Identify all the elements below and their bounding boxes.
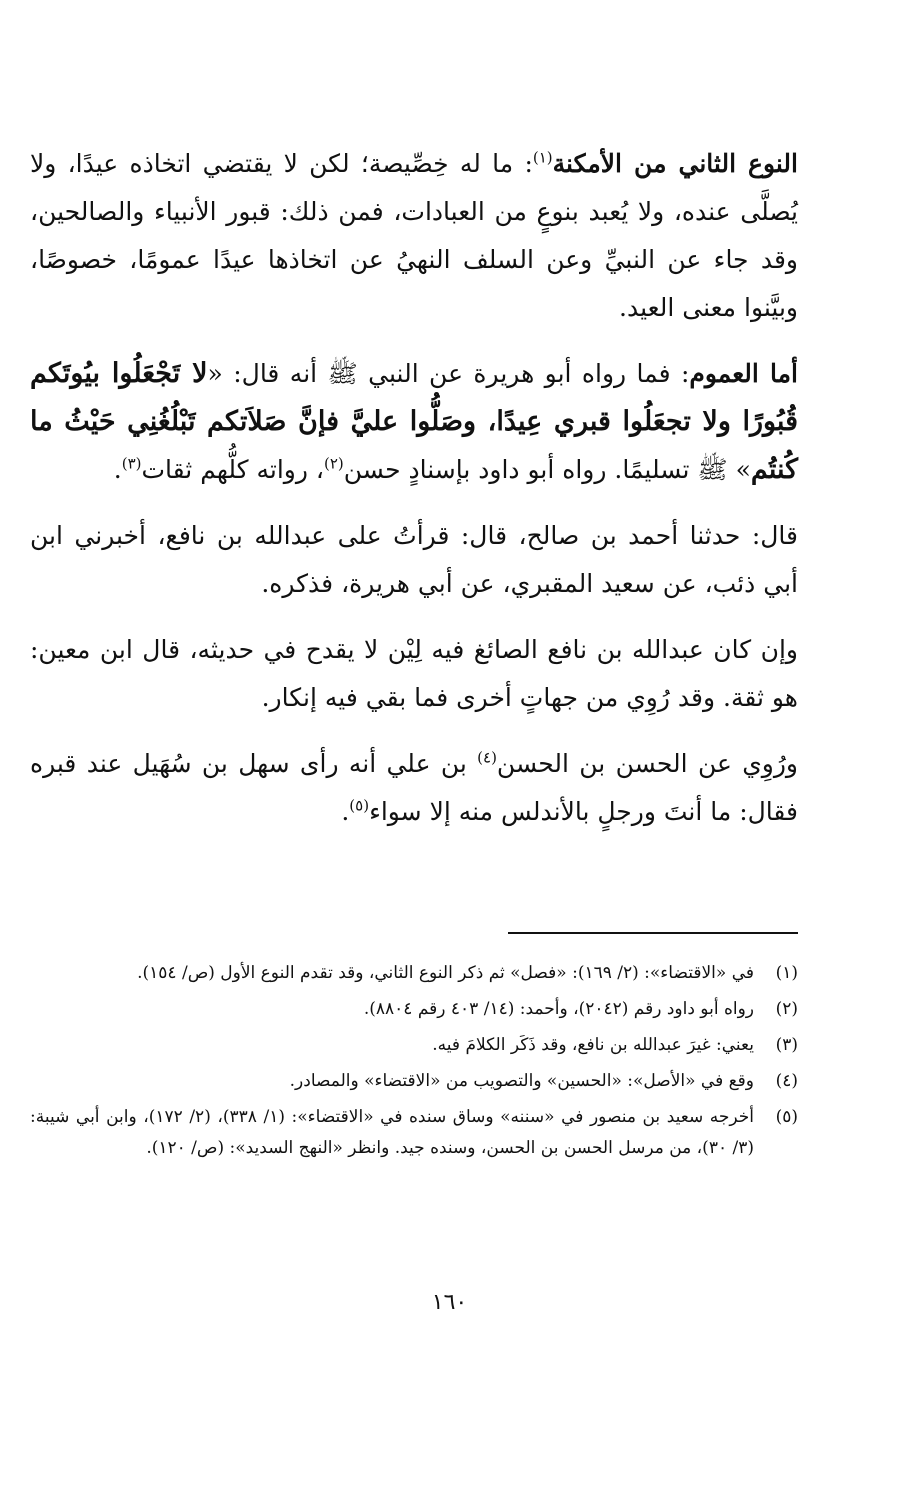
paragraph-text: : ما له خِصِّيصة؛ لكن لا يقتضي اتخاذه عيدًا، ولا يُصلَّى عنده، ولا يُعبد بنوعٍ من العبادات، فمن ذلك: قبور الأنبياء والصالحين، وقد جاء عن النبيِّ وعن السلف النهيُ عن اتخاذها عيدًا عمومًا، خصوصًا، وبيَّنوا معنى العيد. bbox=[30, 149, 798, 322]
footnote-3 bbox=[30, 1030, 798, 1061]
main-text bbox=[30, 140, 798, 854]
paragraph-text: وإن كان عبدالله بن نافع الصائغ فيه لِيْن لا يقدح في حديثه، قال ابن معين: هو ثقة. وقد رُوِي من جهاتٍ أخرى فما بقي فيه إنكار. bbox=[30, 635, 798, 712]
hadith-intro: : فما رواه أبو هريرة عن النبي ﷺ أنه قال: « bbox=[207, 359, 690, 388]
section-heading-places: النوع الثاني من الأمكنة bbox=[552, 149, 798, 178]
paragraph-text: قال: حدثنا أحمد بن صالح، قال: قرأتُ على عبدالله بن نافع، أخبرني ابن أبي ذئب، عن سعيد المقبري، عن أبي هريرة، فذكره. bbox=[30, 521, 798, 598]
paragraph-text: بن علي أنه رأى سهل بن سُهَيل عند قبره فقال: ما أنتَ ورجلٍ بالأندلس منه إلا سواء bbox=[30, 749, 798, 826]
paragraph-isnad bbox=[30, 512, 798, 608]
paragraph-narrator bbox=[30, 626, 798, 722]
paragraph-general bbox=[30, 350, 798, 494]
footnote-number: (٢) bbox=[775, 999, 798, 1019]
footnote-separator bbox=[508, 932, 798, 934]
footnote-5 bbox=[30, 1102, 798, 1164]
footnote-text: في «الاقتضاء»: (٢/ ١٦٩): «فصل» ثم ذكر النوع الثاني، وقد تقدم النوع الأول (ص/ ١٥٤). bbox=[137, 963, 754, 983]
page-number: ١٦٠ bbox=[431, 1290, 468, 1315]
footnote-text: رواه أبو داود رقم (٢٠٤٢)، وأحمد: (١٤/ ٤٠٣ رقم ٨٨٠٤). bbox=[363, 999, 754, 1019]
hadith-source: » ﷺ تسليمًا. رواه أبو داود بإسنادٍ حسن bbox=[343, 455, 751, 484]
paragraph-places bbox=[30, 140, 798, 332]
footnote-1 bbox=[30, 958, 798, 989]
paragraph-end: . bbox=[113, 455, 122, 484]
footnote-number: (٤) bbox=[775, 1071, 798, 1091]
footnote-2 bbox=[30, 994, 798, 1025]
footnote-number: (٥) bbox=[775, 1107, 798, 1127]
footnote-text: يعني: غيرَ عبدالله بن نافع، وقد ذَكَر الكلامَ فيه. bbox=[432, 1035, 754, 1055]
footnote-4 bbox=[30, 1066, 798, 1097]
section-heading-general: أما العموم bbox=[689, 359, 798, 388]
footnote-ref-5: (٥) bbox=[349, 796, 370, 815]
narrators-note: ، رواته كلُّهم ثقات bbox=[141, 455, 324, 484]
footnote-number: (١) bbox=[775, 963, 798, 983]
footnote-ref-4: (٤) bbox=[477, 748, 497, 767]
paragraph-hasan bbox=[30, 740, 798, 836]
footnote-ref-1: (١) bbox=[532, 148, 553, 167]
paragraph-end: . bbox=[341, 797, 350, 826]
paragraph-text: ورُوِي عن الحسن بن الحسن bbox=[496, 749, 799, 778]
footnote-ref-2: (٢) bbox=[323, 454, 344, 473]
footnote-text: وقع في «الأصل»: «الحسين» والتصويب من «الاقتضاء» والمصادر. bbox=[289, 1071, 754, 1091]
footnote-number: (٣) bbox=[775, 1035, 798, 1055]
footnote-text: أخرجه سعيد بن منصور في «سننه» وساق سنده في «الاقتضاء»: (١/ ٣٣٨)، (٢/ ١٧٢)، وابن أبي شيبة: (٣/ ٣٠)، من مرسل الحسن بن الحسن، وسنده جيد. وانظر «النهج السديد»: (ص/ ١٢٠). bbox=[30, 1107, 754, 1158]
footnotes bbox=[30, 958, 798, 1169]
footnote-ref-3: (٣) bbox=[121, 454, 142, 473]
hadith-text: لا تَجْعَلُوا بيُوتَكم قُبُورًا ولا تجعَلُوا قبري عِيدًا، وصَلُّوا عليَّ فإنَّ صَلاَتكم تَبْلُغُنِي حَيْثُ ما كُنتُم bbox=[30, 358, 798, 485]
